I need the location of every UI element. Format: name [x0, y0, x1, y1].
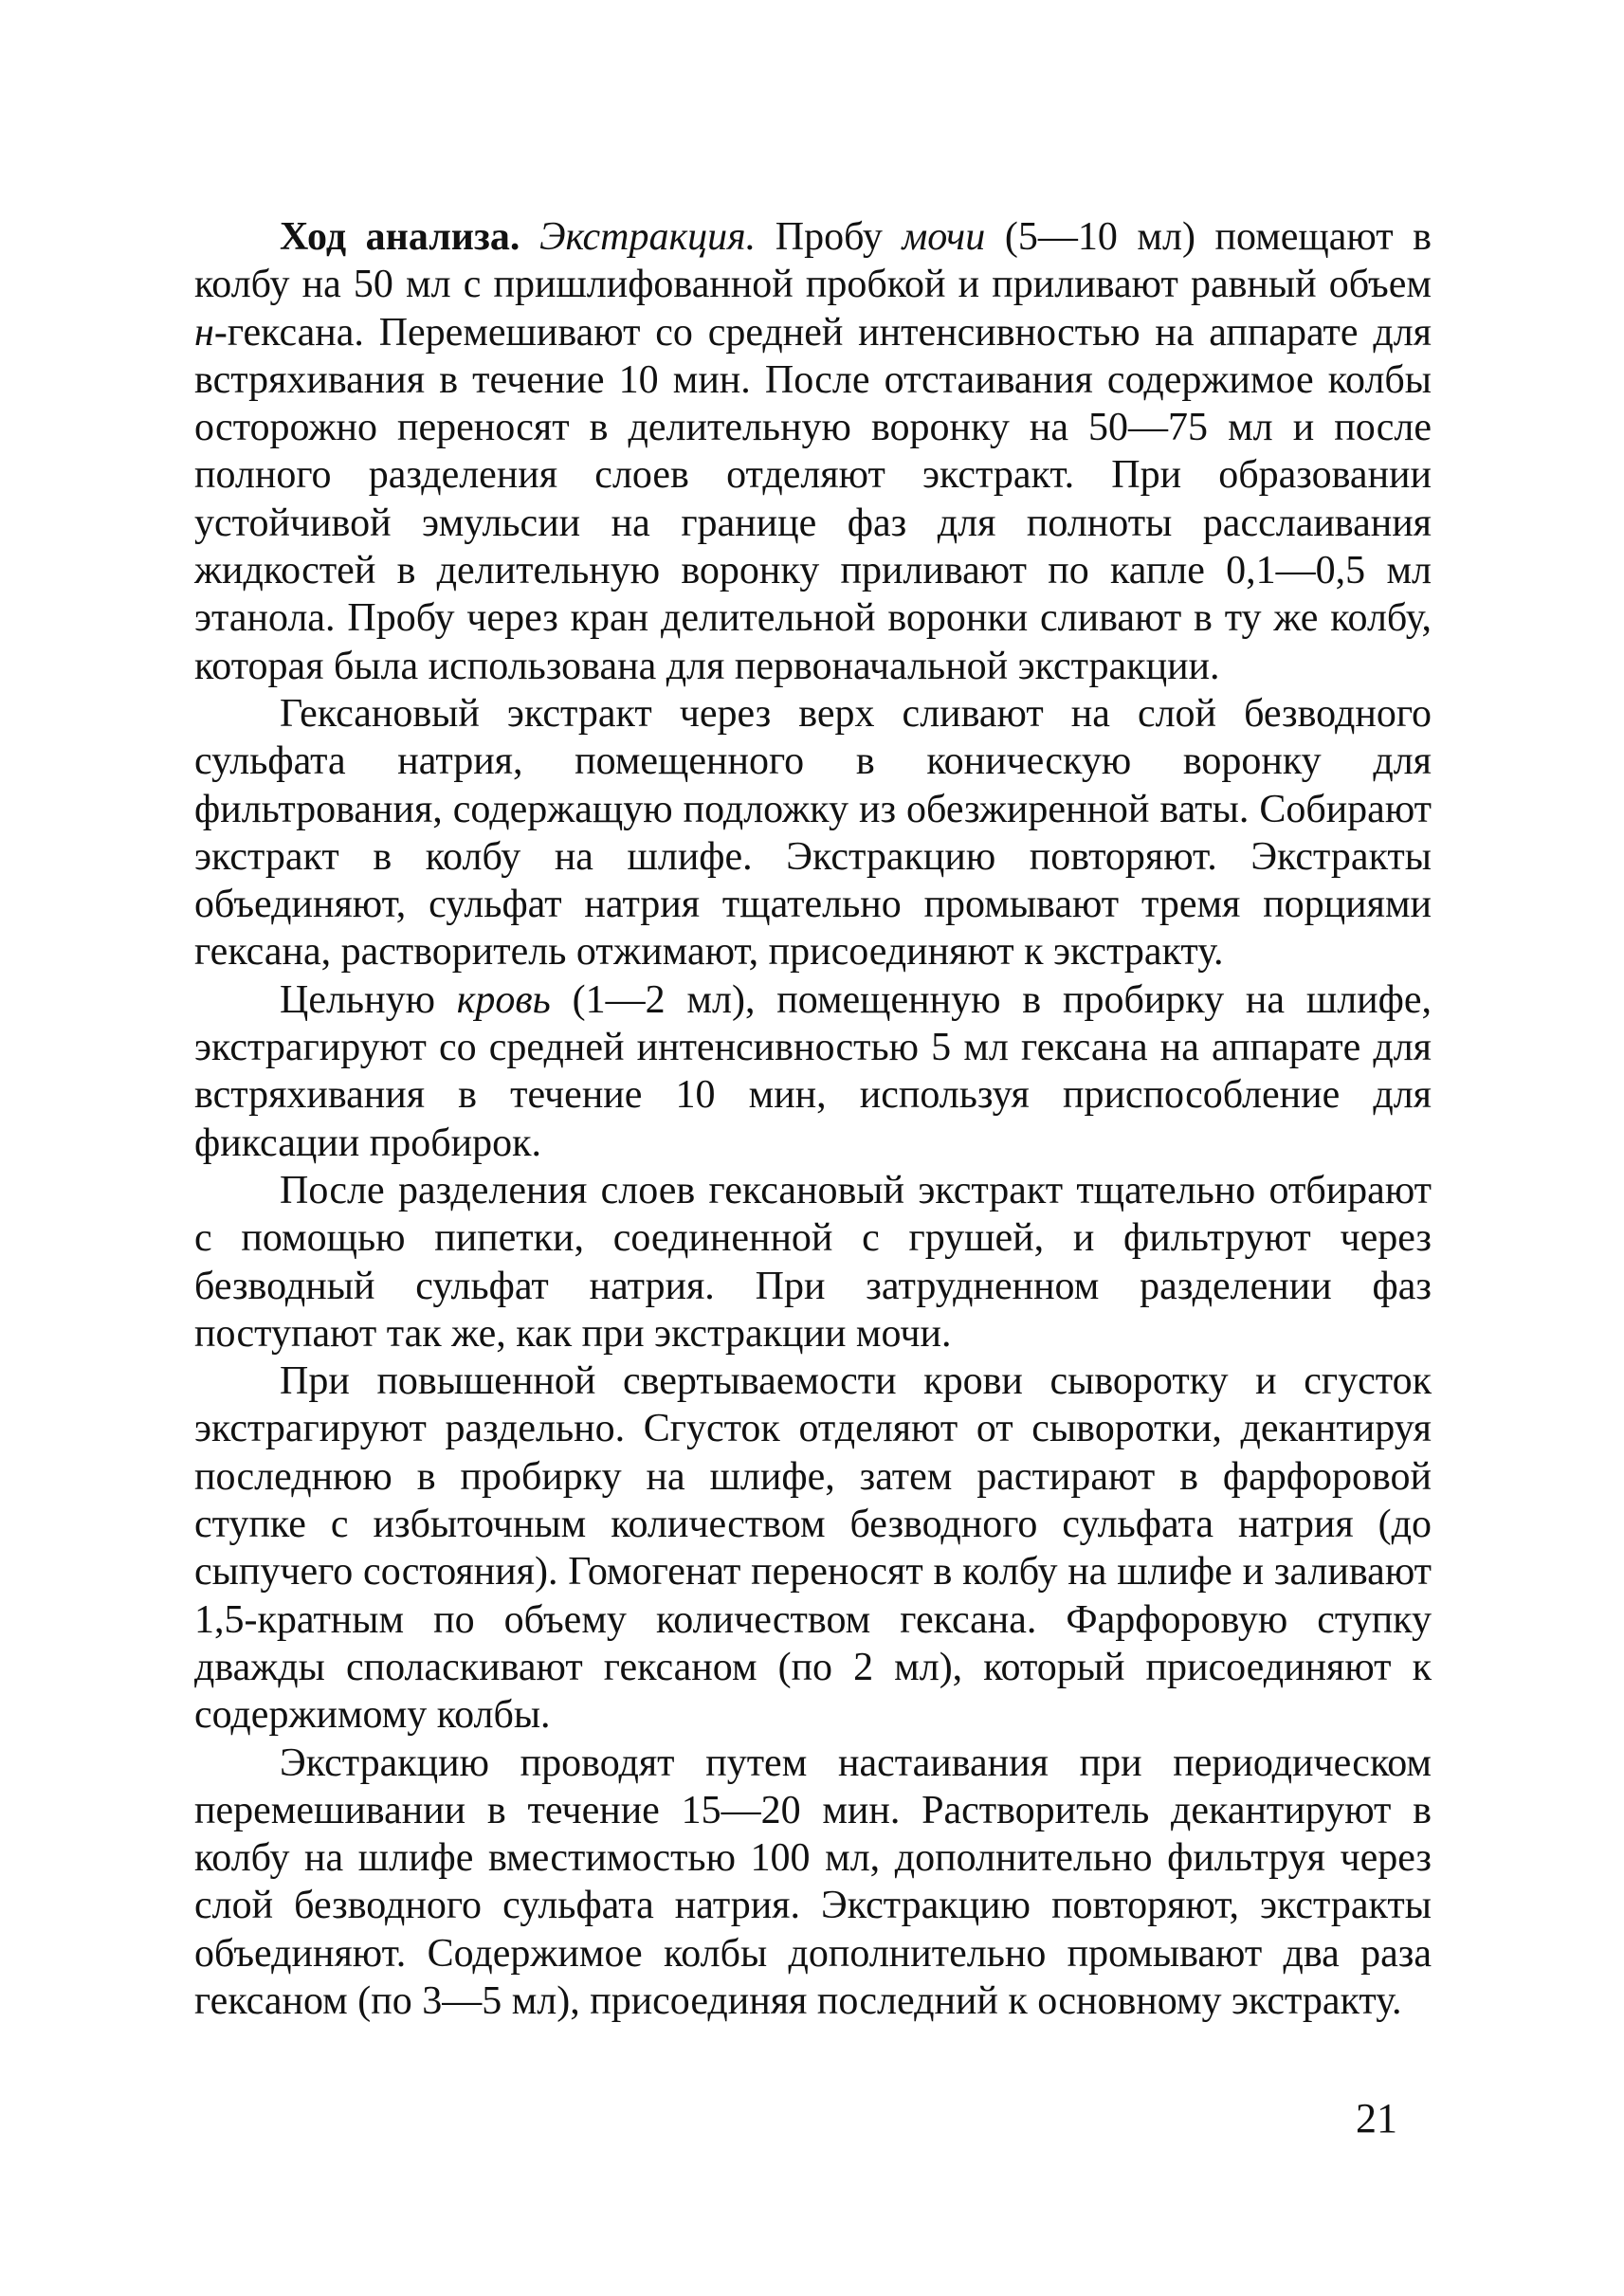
emphasis-term: кровь	[456, 977, 551, 1022]
paragraph-text: (1—2 мл), помещенную в пробирку на шлифе, экстрагируют со средней интенсивностью 5 мл гексана на аппарате для встряхивания в течение 10 мин, используя приспособление для фиксации пробирок.	[194, 977, 1432, 1165]
paragraph-text: Цельную	[280, 977, 435, 1022]
paragraph-text: -гексана. Перемешивают со средней интенсивностью на аппарате для встряхивания в течение 10 мин. После отстаивания содержимое колбы осторожно переносят в делительную воронку на 50—75 мл и после полного разделения слоев отделяют экстракт. При образовании устойчивой эмульсии на границе фаз для полноты расслаивания жидкостей в делительную воронку приливают по капле 0,1—0,5 мл этанола. Пробу через кран делительной воронки сливают в ту же колбу, которая была использована для первоначальной экстракции.	[194, 310, 1432, 688]
section-subheading: Экстракция.	[538, 215, 757, 259]
paragraph-text: (5—10 мл) помещают в колбу на 50 мл с пришлифованной пробкой и приливают равный объем	[194, 215, 1432, 307]
emphasis-term: мочи	[902, 215, 986, 259]
emphasis-term: н	[194, 310, 214, 355]
paragraph-text: Пробу	[775, 215, 883, 259]
section-heading: Ход анализа.	[280, 215, 520, 259]
page-number: 21	[1356, 2095, 1397, 2141]
paragraph-3	[194, 976, 1432, 1167]
page-body	[194, 213, 1432, 2025]
paragraph-2: Гексановый экстракт через верх сливают на слой безводного сульфата натрия, помещенного в коническую воронку для фильтрования, содержащую подложку из обезжиренной ваты. Собирают экстракт в колбу на шлифе. Экстракцию повторяют. Экстракты объединяют, сульфат натрия тщательно промывают тремя порциями гексана, растворитель отжимают, присоединяют к экстракту.	[194, 691, 1432, 975]
paragraph-4: После разделения слоев гексановый экстракт тщательно отбирают с помощью пипетки, соединенной с грушей, и фильтруют через безводный сульфат натрия. При затрудненном разделении фаз поступают так же, как при экстракции мочи.	[194, 1168, 1432, 1356]
paragraph-6: Экстракцию проводят путем настаивания при периодическом перемешивании в течение 15—20 мин. Растворитель декантируют в колбу на шлифе вместимостью 100 мл, дополнительно фильтруя через слой безводного сульфата натрия. Экстракцию повторяют, экстракты объединяют. Содержимое колбы дополнительно промывают два раза гексаном (по 3—5 мл), присоединяя последний к основному экстракту.	[194, 1740, 1432, 2023]
paragraph-1	[194, 213, 1432, 690]
paragraph-5: При повышенной свертываемости крови сыворотку и сгусток экстрагируют раздельно. Сгусток отделяют от сыворотки, декантируя последнюю в пробирку на шлифе, затем растирают в фарфоровой ступке с избыточным количеством безводного сульфата натрия (до сыпучего состояния). Гомогенат переносят в колбу на шлифе и заливают 1,5-кратным по объему количеством гексана. Фарфоровую ступку дважды споласкивают гексаном (по 2 мл), который присоединяют к содержимому колбы.	[194, 1359, 1432, 1738]
